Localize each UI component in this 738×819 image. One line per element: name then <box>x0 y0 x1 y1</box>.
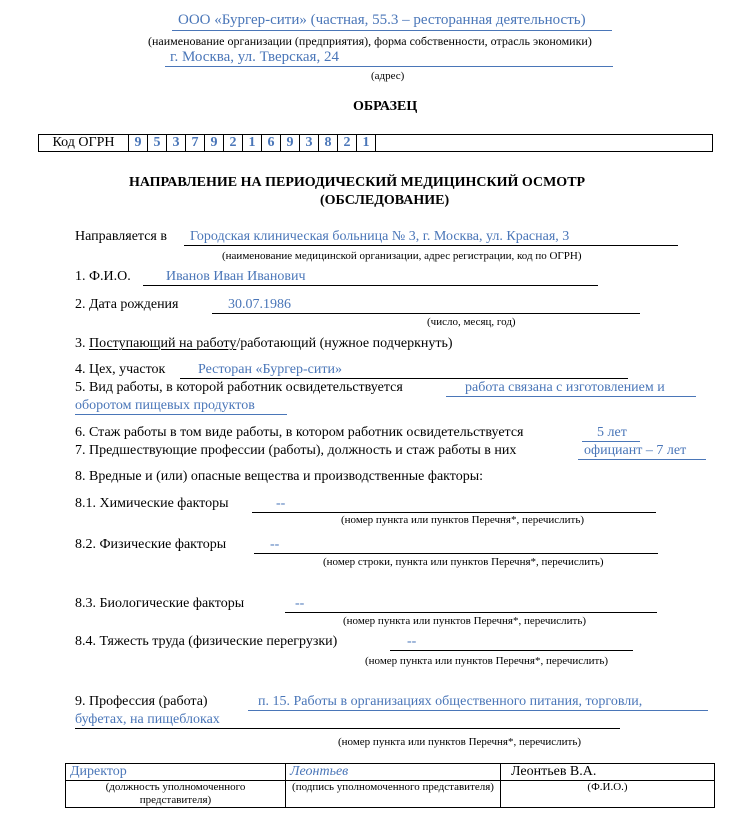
chemical-caption: (номер пункта или пунктов Перечня*, перечислить) <box>341 514 585 526</box>
ogrn-code-box <box>38 134 713 152</box>
sample-label: ОБРАЗЕЦ <box>353 99 418 114</box>
experience-underline <box>582 441 640 442</box>
biological-label: 8.3. Биологические факторы <box>75 596 245 611</box>
physical-caption: (номер строки, пункта или пунктов Перечня*, перечислить) <box>323 556 604 568</box>
labor-underline <box>390 650 633 651</box>
profession-underline-1 <box>248 710 708 711</box>
biological-underline <box>285 612 657 613</box>
profession-underline-2 <box>75 728 620 729</box>
experience-label: 6. Стаж работы в том виде работы, в котором работник освидетельствуется <box>75 425 524 440</box>
physical-label: 8.2. Физические факторы <box>75 537 227 552</box>
profession-caption: (номер пункта или пунктов Перечня*, перечислить) <box>338 736 582 748</box>
ogrn-digit: 3 <box>167 135 186 151</box>
chemical-label: 8.1. Химические факторы <box>75 496 229 511</box>
chemical-underline <box>252 512 656 513</box>
dob-label: 2. Дата рождения <box>75 297 179 312</box>
referral-underline <box>184 245 678 246</box>
status-line <box>75 336 453 352</box>
ogrn-digit: 9 <box>281 135 300 151</box>
work-label: 5. Вид работы, в которой работник освидетельствуется <box>75 380 403 395</box>
ogrn-digit: 9 <box>129 135 148 151</box>
profession-value-1: п. 15. Работы в организациях общественного питания, торговли, <box>258 694 643 709</box>
ogrn-digit: 6 <box>262 135 281 151</box>
ogrn-digit: 5 <box>148 135 167 151</box>
work-underline-2 <box>75 414 287 415</box>
work-value-1: работа связана с изготовлением и <box>465 380 665 395</box>
work-value-2: оборотом пищевых продуктов <box>75 398 255 413</box>
status-rest: /работающий (нужное подчеркнуть) <box>236 336 453 351</box>
signature-table <box>65 763 715 808</box>
ogrn-digit: 1 <box>243 135 262 151</box>
previous-jobs-label: 7. Предшествующие профессии (работы), должность и стаж работы в них <box>75 443 517 458</box>
address-value: г. Москва, ул. Тверская, 24 <box>170 49 339 65</box>
biological-caption: (номер пункта или пунктов Перечня*, перечислить) <box>343 615 587 627</box>
signature-caption: (подпись уполномоченного представителя) <box>286 781 501 808</box>
status-underlined: Поступающий на работу <box>89 336 237 351</box>
organization-value: ООО «Бургер-сити» (частная, 55.3 – ресторанная деятельность) <box>178 12 586 28</box>
shop-label: 4. Цех, участок <box>75 362 166 377</box>
address-underline <box>165 66 613 67</box>
organization-underline <box>172 30 612 31</box>
ogrn-digit: 1 <box>357 135 376 151</box>
fio-label: 1. Ф.И.О. <box>75 269 131 284</box>
ogrn-label: Код ОГРН <box>39 135 129 151</box>
profession-value-2: буфетах, на пищеблоках <box>75 712 220 727</box>
ogrn-digit: 9 <box>205 135 224 151</box>
hazards-label: 8. Вредные и (или) опасные вещества и производственные факторы: <box>75 469 484 484</box>
labor-label: 8.4. Тяжесть труда (физические перегрузки) <box>75 634 338 649</box>
position-caption: (должность уполномоченного представителя) <box>66 781 286 808</box>
chemical-value: -- <box>276 496 286 511</box>
previous-jobs-underline <box>578 459 706 460</box>
labor-caption: (номер пункта или пунктов Перечня*, перечислить) <box>365 655 609 667</box>
ogrn-digits <box>129 135 376 151</box>
address-caption: (адрес) <box>371 70 405 82</box>
dob-value: 30.07.1986 <box>228 297 291 312</box>
name-caption: (Ф.И.О.) <box>501 781 715 808</box>
ogrn-digit: 7 <box>186 135 205 151</box>
fio-underline <box>143 285 598 286</box>
biological-value: -- <box>295 596 305 611</box>
dob-underline <box>212 313 640 314</box>
shop-value: Ресторан «Бургер-сити» <box>198 362 342 377</box>
document-title: НАПРАВЛЕНИЕ НА ПЕРИОДИЧЕСКИЙ МЕДИЦИНСКИЙ ОСМОТР <box>129 175 586 190</box>
physical-underline <box>254 553 658 554</box>
status-prefix: 3. <box>75 336 89 351</box>
experience-value: 5 лет <box>597 425 627 440</box>
labor-value: -- <box>407 634 417 649</box>
fio-value: Иванов Иван Иванович <box>166 269 306 284</box>
ogrn-digit: 2 <box>338 135 357 151</box>
ogrn-digit: 3 <box>300 135 319 151</box>
signature-value: Леонтьев <box>286 764 501 781</box>
position-value: Директор <box>66 764 286 781</box>
ogrn-digit: 8 <box>319 135 338 151</box>
ogrn-digit: 2 <box>224 135 243 151</box>
organization-caption: (наименование организации (предприятия), форма собственности, отрасль экономики) <box>148 34 592 48</box>
referral-value: Городская клиническая больница № 3, г. Москва, ул. Красная, 3 <box>190 229 570 244</box>
profession-label: 9. Профессия (работа) <box>75 694 208 709</box>
name-value: Леонтьев В.А. <box>501 764 715 781</box>
dob-caption: (число, месяц, год) <box>427 316 516 328</box>
referral-label: Направляется в <box>75 229 167 244</box>
document-subtitle: (ОБСЛЕДОВАНИЕ) <box>320 193 450 208</box>
referral-caption: (наименование медицинской организации, адрес регистрации, код по ОГРН) <box>222 250 582 262</box>
work-underline-1 <box>446 396 696 397</box>
physical-value: -- <box>270 537 280 552</box>
shop-underline <box>180 378 628 379</box>
previous-jobs-value: официант – 7 лет <box>584 443 687 458</box>
